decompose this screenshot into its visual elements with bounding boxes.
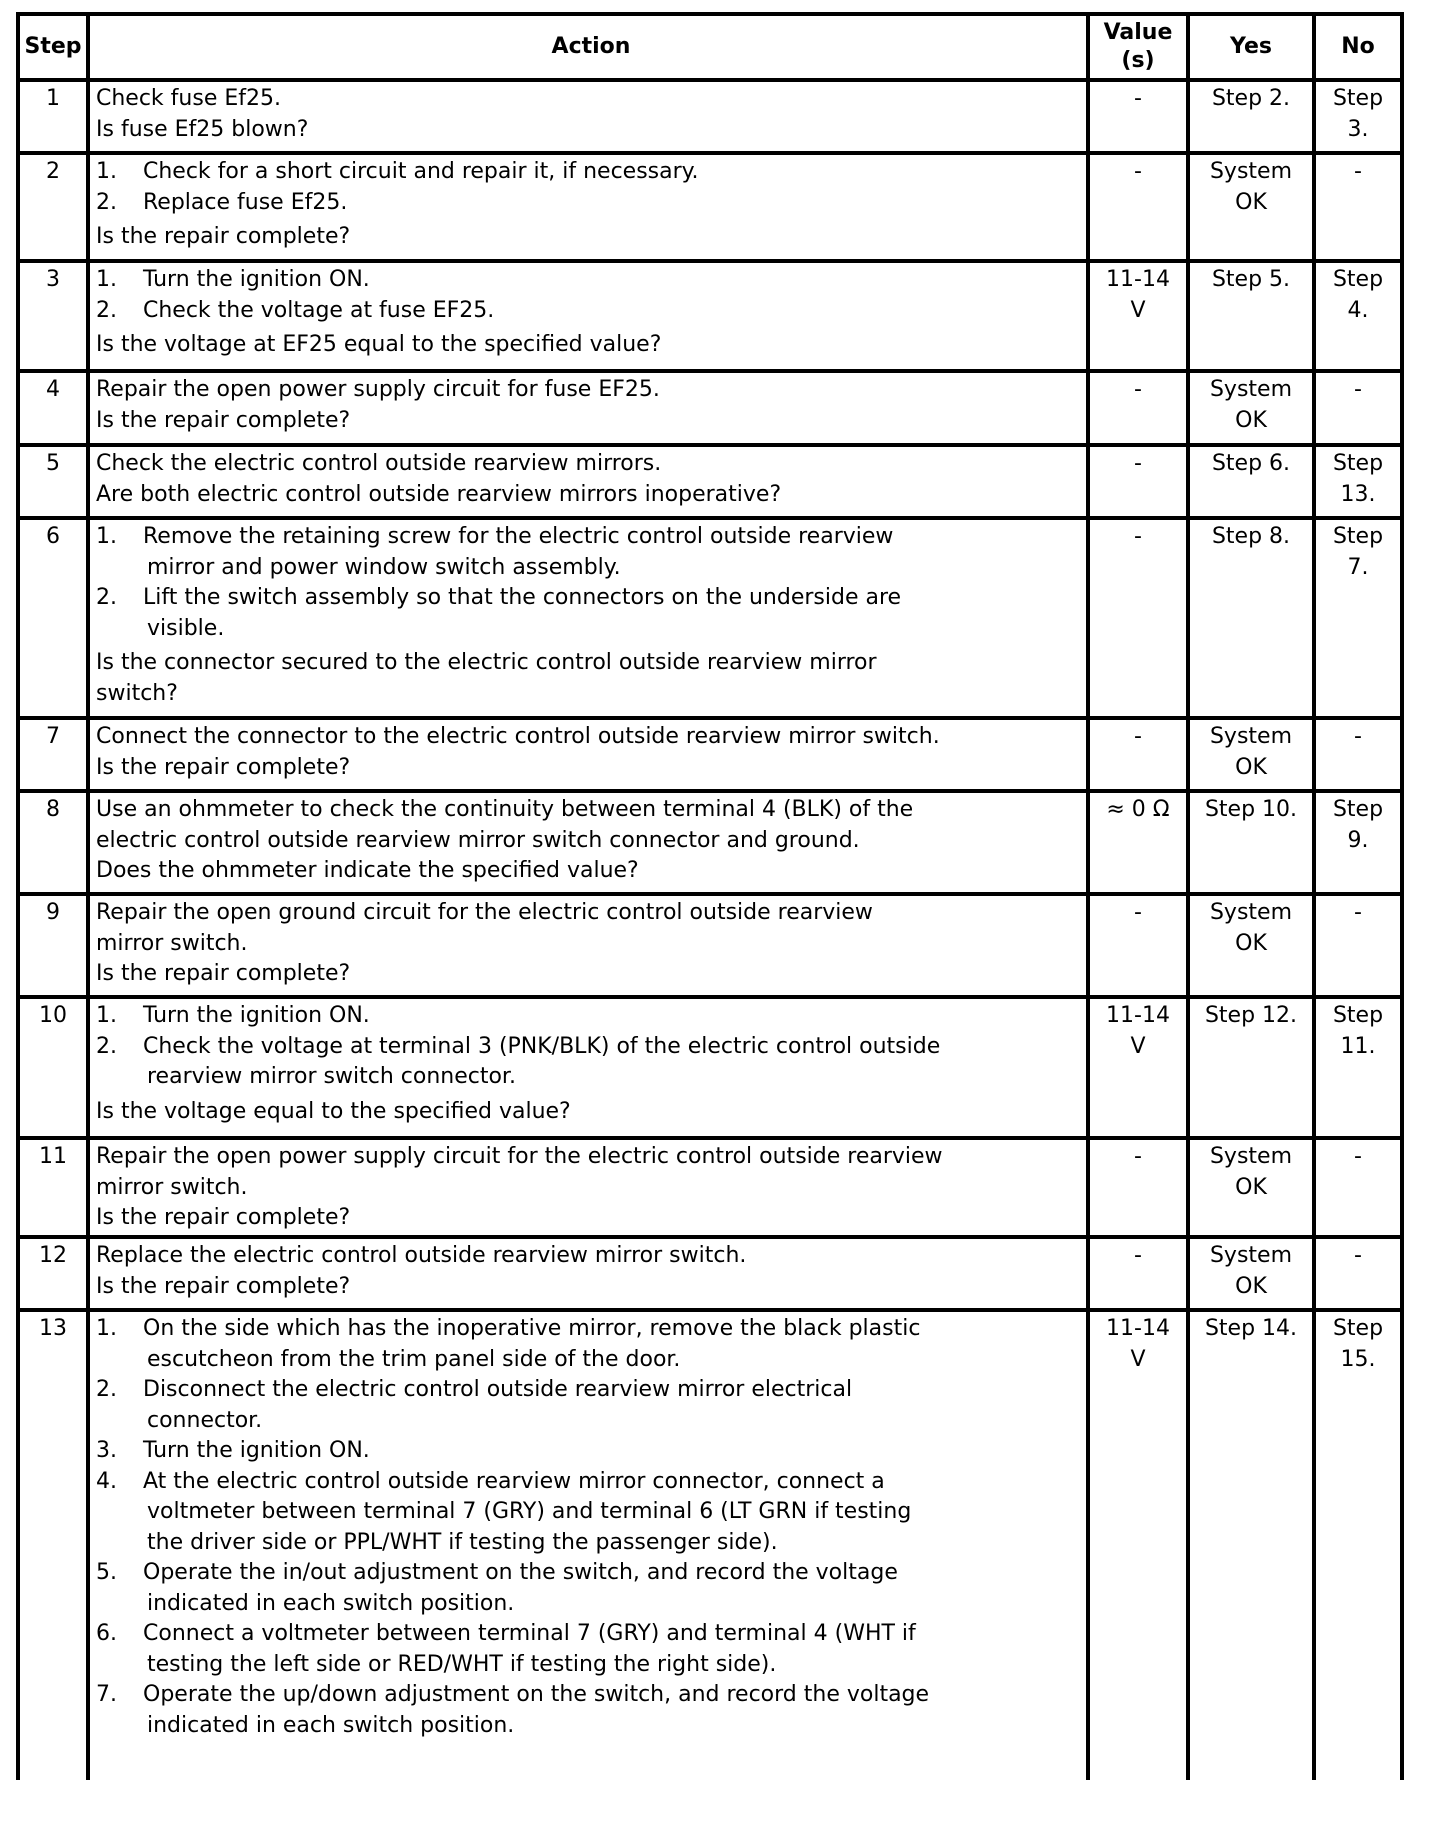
no-cell [1314, 371, 1402, 445]
yes-cell [1188, 1310, 1314, 1780]
list-number: 2. [96, 1033, 117, 1059]
table-row [18, 1310, 1402, 1780]
value-cell-line: V [1130, 1033, 1146, 1059]
yes-cell [1188, 1138, 1314, 1237]
list-text: Replace fuse Ef25. [143, 189, 348, 215]
value-cell [1088, 791, 1188, 894]
list-item-first-line [96, 585, 901, 610]
value-cell-line: ≈ 0 Ω [1106, 797, 1170, 822]
no-cell [1314, 997, 1402, 1138]
action-cell [88, 1310, 1088, 1780]
table-row [18, 1138, 1402, 1237]
step-number: 7 [18, 718, 88, 791]
action-text: Connect the connector to the electric control outside rearview mirror switch. [96, 724, 940, 749]
step-number: 6 [18, 518, 88, 718]
action-question: Is the connector secured to the electric control outside rearview mirror [96, 650, 877, 675]
action-list-item [96, 1032, 1086, 1093]
action-text: Is the repair complete? [96, 1273, 351, 1299]
list-text: At the electric control outside rearview mirror connector, connect a [143, 1468, 885, 1494]
list-item-first-line [96, 298, 494, 323]
step-number: 12 [18, 1237, 88, 1310]
header-yes: Yes [1188, 14, 1314, 80]
no-cell-line: Step [1332, 451, 1384, 476]
no-cell-line: 3. [1347, 116, 1369, 142]
list-text-continued: indicated in each switch position. [147, 1590, 515, 1616]
list-item-first-line [96, 1560, 898, 1585]
value-cell-line: - [1134, 724, 1142, 749]
list-number: 2. [96, 297, 117, 323]
list-number: 4. [96, 1468, 117, 1494]
list-text: Turn the ignition ON. [143, 1003, 370, 1028]
value-cell-line: 11-14 [1106, 267, 1170, 292]
list-text-continued: the driver side or PPL/WHT if testing the passenger side). [147, 1529, 778, 1555]
action-question: switch? [96, 680, 178, 706]
list-text: Operate the up/down adjustment on the switch, and record the voltage [143, 1682, 930, 1707]
header-action: Action [88, 14, 1088, 80]
action-text: Is the repair complete? [96, 754, 351, 780]
value-cell [1088, 1237, 1188, 1310]
list-text: Connect a voltmeter between terminal 7 (GRY) and terminal 4 (WHT if [143, 1621, 916, 1646]
table-row [18, 997, 1402, 1138]
action-list-item [96, 1467, 1086, 1559]
action-list-item [96, 1375, 1086, 1436]
no-cell-line: - [1354, 900, 1362, 925]
list-number: 1. [96, 1316, 117, 1341]
yes-cell [1188, 718, 1314, 791]
yes-cell-line: Step 5. [1211, 267, 1291, 292]
list-text: On the side which has the inoperative mirror, remove the black plastic [143, 1316, 921, 1341]
table-row [18, 518, 1402, 718]
no-cell-line: 9. [1347, 827, 1369, 853]
table-row [18, 80, 1402, 153]
action-cell [88, 997, 1088, 1138]
action-text: mirror switch. [96, 930, 248, 956]
yes-cell-line: Step 10. [1204, 797, 1298, 822]
action-text: mirror switch. [96, 1174, 248, 1200]
list-text-continued: connector. [147, 1407, 263, 1433]
no-cell [1314, 1310, 1402, 1780]
value-cell [1088, 80, 1188, 153]
yes-cell-line: Step 14. [1204, 1316, 1298, 1341]
list-number: 2. [96, 585, 117, 610]
no-cell-line: 13. [1340, 481, 1376, 507]
no-cell-line: Step [1332, 1003, 1384, 1028]
step-number: 10 [18, 997, 88, 1138]
action-text: Are both electric control outside rearview mirrors inoperative? [96, 481, 782, 507]
list-text-continued: rearview mirror switch connector. [147, 1064, 516, 1089]
no-cell [1314, 791, 1402, 894]
action-list-item [96, 1314, 1086, 1375]
value-cell-line: 11-14 [1106, 1003, 1170, 1028]
table-row [18, 261, 1402, 371]
table-row [18, 153, 1402, 261]
action-list-item [96, 522, 1086, 583]
list-item-first-line [96, 1003, 370, 1028]
step-number: 11 [18, 1138, 88, 1237]
list-number: 7. [96, 1682, 117, 1707]
action-cell [88, 80, 1088, 153]
step-number: 1 [18, 80, 88, 153]
yes-cell-line: System [1209, 1144, 1293, 1169]
value-cell [1088, 1138, 1188, 1237]
action-question: Is the repair complete? [96, 224, 351, 249]
value-cell-line: - [1134, 900, 1142, 925]
list-item-first-line [96, 1621, 916, 1646]
action-list-item [96, 1558, 1086, 1619]
table-row [18, 791, 1402, 894]
yes-cell-line: System [1209, 159, 1293, 184]
header-value-line: (s) [1121, 48, 1155, 73]
list-text-continued: testing the left side or RED/WHT if testing the right side). [147, 1651, 777, 1677]
yes-cell-line: Step 8. [1211, 524, 1291, 549]
value-cell-line: - [1134, 524, 1142, 549]
yes-cell-line: Step 12. [1204, 1003, 1298, 1028]
list-text: Lift the switch assembly so that the connectors on the underside are [143, 585, 902, 610]
yes-cell-line: OK [1235, 407, 1267, 433]
action-text: Is the repair complete? [96, 1205, 351, 1230]
no-cell [1314, 894, 1402, 997]
action-list-item [96, 583, 1086, 644]
value-cell-line: - [1134, 451, 1142, 476]
yes-cell [1188, 518, 1314, 718]
no-cell [1314, 261, 1402, 371]
value-cell-line: V [1130, 1346, 1146, 1372]
list-number: 6. [96, 1621, 117, 1646]
action-text: Repair the open power supply circuit for fuse EF25. [96, 377, 660, 402]
list-item-first-line [96, 1377, 852, 1402]
list-text: Check the voltage at terminal 3 (PNK/BLK) of the electric control outside [143, 1033, 941, 1059]
no-cell-line: Step [1332, 267, 1384, 292]
step-number: 3 [18, 261, 88, 371]
list-number: 2. [96, 189, 117, 215]
action-cell [88, 371, 1088, 445]
action-text: Is the repair complete? [96, 407, 351, 433]
yes-cell [1188, 445, 1314, 518]
header-value-line: Value [1103, 20, 1173, 45]
yes-cell [1188, 894, 1314, 997]
list-text: Turn the ignition ON. [143, 267, 370, 292]
no-cell-line: Step [1332, 1316, 1384, 1341]
action-text: Replace the electric control outside rearview mirror switch. [96, 1243, 747, 1268]
yes-cell [1188, 80, 1314, 153]
table-row [18, 445, 1402, 518]
yes-cell-line: System [1209, 377, 1293, 402]
action-list-item [96, 157, 1086, 188]
value-cell-line: 11-14 [1106, 1316, 1170, 1341]
list-text-continued: visible. [147, 615, 225, 641]
no-cell [1314, 80, 1402, 153]
action-question: Is the voltage at EF25 equal to the specified value? [96, 332, 662, 357]
list-item-first-line [96, 1469, 885, 1494]
yes-cell-line: Step 2. [1211, 86, 1291, 111]
list-number: 1. [96, 159, 117, 184]
list-text: Disconnect the electric control outside rearview mirror electrical [143, 1377, 853, 1402]
list-item-first-line [96, 159, 699, 184]
list-item-first-line [96, 1682, 929, 1707]
header-value [1088, 14, 1188, 80]
step-number: 2 [18, 153, 88, 261]
no-cell-line: 11. [1340, 1033, 1376, 1059]
step-number: 8 [18, 791, 88, 894]
list-text: Turn the ignition ON. [143, 1438, 370, 1463]
list-item-first-line [96, 190, 347, 215]
action-list-item [96, 265, 1086, 296]
yes-cell [1188, 261, 1314, 371]
value-cell-line: - [1134, 86, 1142, 111]
yes-cell [1188, 153, 1314, 261]
yes-cell [1188, 791, 1314, 894]
action-list-item [96, 296, 1086, 327]
value-cell [1088, 518, 1188, 718]
action-cell [88, 518, 1088, 718]
header-row [18, 14, 1402, 80]
no-cell-line: Step [1332, 524, 1384, 549]
header-step: Step [18, 14, 88, 80]
list-text-continued: indicated in each switch position. [147, 1712, 515, 1738]
diagnostic-table [16, 12, 1404, 1780]
action-list-item [96, 1436, 1086, 1467]
action-cell [88, 1138, 1088, 1237]
step-number: 13 [18, 1310, 88, 1780]
no-cell [1314, 445, 1402, 518]
no-cell-line: - [1354, 377, 1362, 402]
no-cell [1314, 518, 1402, 718]
list-text: Check the voltage at fuse EF25. [143, 297, 495, 323]
step-number: 9 [18, 894, 88, 997]
step-number: 4 [18, 371, 88, 445]
action-cell [88, 153, 1088, 261]
yes-cell-line: OK [1235, 930, 1267, 956]
value-cell-line: - [1134, 1243, 1142, 1268]
list-item-first-line [96, 267, 370, 292]
yes-cell [1188, 997, 1314, 1138]
yes-cell-line: System [1209, 724, 1293, 749]
yes-cell-line: OK [1235, 1174, 1267, 1200]
list-number: 1. [96, 267, 117, 292]
yes-cell-line: OK [1235, 1273, 1267, 1299]
no-cell-line: - [1354, 724, 1362, 749]
list-item-first-line [96, 524, 893, 549]
yes-cell-line: OK [1235, 754, 1267, 780]
action-list-item [96, 1680, 1086, 1741]
value-cell [1088, 261, 1188, 371]
no-cell [1314, 718, 1402, 791]
action-text: Use an ohmmeter to check the continuity between terminal 4 (BLK) of the [96, 797, 914, 822]
action-text: Repair the open ground circuit for the electric control outside rearview [96, 900, 873, 925]
list-number: 3. [96, 1438, 117, 1463]
no-cell [1314, 1138, 1402, 1237]
no-cell-line: Step [1332, 86, 1384, 111]
yes-cell-line: System [1209, 1243, 1293, 1268]
value-cell-line: V [1130, 297, 1146, 323]
no-cell-line: Step [1332, 797, 1384, 822]
list-text: Remove the retaining screw for the electric control outside rearview [143, 524, 894, 549]
yes-cell-line: OK [1235, 189, 1267, 215]
action-text: Is fuse Ef25 blown? [96, 116, 309, 142]
action-cell [88, 894, 1088, 997]
value-cell [1088, 153, 1188, 261]
action-cell [88, 1237, 1088, 1310]
action-list-item [96, 1001, 1086, 1032]
action-text: Is the repair complete? [96, 961, 351, 986]
yes-cell [1188, 1237, 1314, 1310]
value-cell [1088, 1310, 1188, 1780]
list-text: Operate the in/out adjustment on the switch, and record the voltage [143, 1560, 898, 1585]
value-cell-line: - [1134, 377, 1142, 402]
value-cell [1088, 371, 1188, 445]
list-item-first-line [96, 1316, 920, 1341]
list-number: 1. [96, 1003, 117, 1028]
list-number: 5. [96, 1560, 117, 1585]
action-list-item [96, 188, 1086, 219]
action-text: Check fuse Ef25. [96, 86, 281, 111]
list-text-continued: escutcheon from the trim panel side of the door. [147, 1346, 681, 1372]
no-cell-line: 4. [1347, 297, 1369, 323]
action-text: electric control outside rearview mirror switch connector and ground. [96, 827, 860, 853]
yes-cell [1188, 371, 1314, 445]
value-cell [1088, 718, 1188, 791]
action-text: Repair the open power supply circuit for the electric control outside rearview [96, 1144, 943, 1169]
list-item-first-line [96, 1034, 940, 1059]
step-number: 5 [18, 445, 88, 518]
list-number: 2. [96, 1377, 117, 1402]
action-text: Does the ohmmeter indicate the specified value? [96, 858, 639, 883]
no-cell [1314, 153, 1402, 261]
action-cell [88, 718, 1088, 791]
table-row [18, 1237, 1402, 1310]
value-cell [1088, 894, 1188, 997]
value-cell [1088, 997, 1188, 1138]
yes-cell-line: System [1209, 900, 1293, 925]
list-item-first-line [96, 1438, 370, 1463]
table-row [18, 894, 1402, 997]
list-number: 1. [96, 524, 117, 549]
list-text-continued: voltmeter between terminal 7 (GRY) and terminal 6 (LT GRN if testing [147, 1499, 912, 1524]
no-cell-line: 15. [1340, 1346, 1376, 1372]
yes-cell-line: Step 6. [1211, 451, 1291, 476]
no-cell-line: - [1354, 1144, 1362, 1169]
action-list-item [96, 1619, 1086, 1680]
action-cell [88, 261, 1088, 371]
no-cell [1314, 1237, 1402, 1310]
list-text-continued: mirror and power window switch assembly. [147, 554, 621, 580]
table-row [18, 371, 1402, 445]
header-no: No [1314, 14, 1402, 80]
action-question: Is the voltage equal to the specified value? [96, 1098, 571, 1124]
no-cell-line: 7. [1347, 554, 1369, 580]
action-cell [88, 445, 1088, 518]
no-cell-line: - [1354, 1243, 1362, 1268]
action-cell [88, 791, 1088, 894]
no-cell-line: - [1354, 159, 1362, 184]
value-cell [1088, 445, 1188, 518]
list-text: Check for a short circuit and repair it, if necessary. [143, 159, 699, 184]
table-row [18, 718, 1402, 791]
action-text: Check the electric control outside rearview mirrors. [96, 451, 662, 476]
value-cell-line: - [1134, 1144, 1142, 1169]
value-cell-line: - [1134, 159, 1142, 184]
